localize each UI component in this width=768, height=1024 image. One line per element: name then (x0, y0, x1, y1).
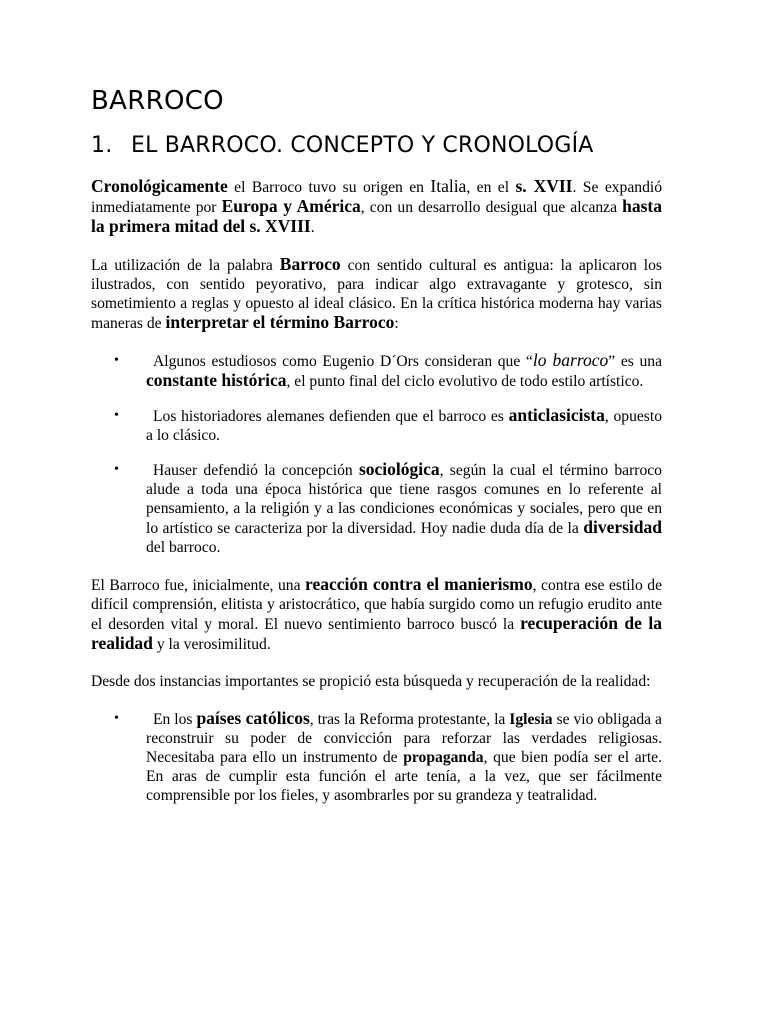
emphasis-text: diversidad (583, 517, 662, 537)
emphasis-text: hasta la primera mitad del s. XVIII (91, 196, 662, 236)
body-text: , en el (466, 179, 516, 196)
section-heading (91, 130, 662, 162)
body-text: y la verosimilitud. (152, 636, 271, 653)
list-item (114, 405, 662, 445)
instances-list (91, 709, 662, 805)
body-text: , el punto final del ciclo evolutivo de todo estilo artístico. (286, 373, 644, 390)
body-text: , contra ese estilo de difícil comprensión, elitista y aristocrático, que había surgido como un refugio erudito ante el desorden vital y moral. El nuevo sentimiento barroco buscó la (91, 577, 662, 633)
section-title: EL BARROCO. CONCEPTO Y CRONOLOGÍA (131, 133, 594, 158)
italic-text: lo barroco (532, 350, 609, 370)
emphasis-text: Europa y América (221, 196, 361, 216)
emphasis-text: países católicos (196, 708, 310, 728)
emphasis-text: anticlasicista (508, 405, 605, 425)
emphasis-text: Italia (430, 176, 467, 196)
emphasis-text: propaganda (403, 749, 484, 766)
body-text: con sentido cultural es antigua: la aplicaron los ilustrados, con sentido peyorativo, para indicar algo extravagante y grotesco, sin sometimiento a reglas y opuesto al ideal clásico. En la crítica histórica moderna hay varias maneras de (91, 257, 662, 332)
bullet-icon: • (114, 353, 119, 368)
emphasis-text: Iglesia (509, 711, 553, 728)
body-text: el Barroco tuvo su origen en (227, 179, 431, 196)
body-text: se vio obligada a reconstruir su poder de convicción para reforzar las verdades religiosas. Necesitaba para ello un instrumento de (146, 711, 662, 766)
interpretations-list (91, 351, 662, 557)
body-text: Los historiadores alemanes defienden que el barroco es (153, 408, 509, 425)
body-text: Algunos estudiosos como Eugenio D´Ors consideran que “ (153, 353, 533, 370)
emphasis-text: s. XVII (515, 176, 573, 196)
emphasis-text: Barroco (279, 254, 341, 274)
list-item (114, 708, 663, 805)
body-text: , según la cual el término barroco alude a toda una época histórica que tiene rasgos comunes en lo referente al pensamiento, a la religión y a las condiciones económicas y sociales, pero que en lo artístico se caracteriza por la diversidad. Hoy nadie duda día de la (146, 462, 662, 537)
body-text: Hauser defendió la concepción (153, 462, 359, 479)
body-text: Desde dos instancias importantes se propició esta búsqueda y recuperación de la realidad: (91, 673, 651, 690)
body-text: En los (153, 711, 197, 728)
document-page (91, 82, 662, 805)
body-text: . Se expandió inmediatamente por (91, 179, 662, 216)
emphasis-text: reacción contra el manierismo (305, 574, 533, 594)
emphasis-text: constante histórica (146, 370, 287, 390)
bullet-icon: • (114, 711, 119, 726)
body-text: ” es una (608, 353, 662, 370)
emphasis-text: recuperación de la realidad (91, 613, 662, 653)
body-text: La utilización de la palabra (91, 257, 280, 274)
emphasis-text: sociológica (358, 459, 440, 479)
bullet-icon: • (114, 462, 119, 477)
body-text: , que bien podía ser el arte. En aras de cumplir esta función el arte tenía, a la vez, que ser fácilmente comprensible por los fieles, y asombrarles por su grandeza y teatralidad. (146, 749, 663, 804)
emphasis-text: interpretar el término Barroco (165, 312, 395, 332)
emphasis-text: Cronológicamente (91, 176, 228, 196)
paragraph-reaction (91, 575, 662, 654)
body-text: , con un desarrollo desigual que alcanza (360, 199, 623, 216)
body-text: , opuesto a lo clásico. (146, 408, 662, 444)
paragraph-chronology (91, 177, 662, 237)
document-title: BARROCO (91, 86, 224, 116)
body-text: del barroco. (146, 539, 221, 556)
paragraph-term-usage (91, 255, 662, 333)
bullet-icon: • (114, 408, 119, 423)
body-text: : (394, 315, 399, 332)
body-text: . (310, 219, 315, 236)
list-item (114, 350, 662, 391)
section-number: 1. (91, 133, 113, 158)
body-text: , tras la Reforma protestante, la (309, 711, 510, 728)
body-text: El Barroco fue, inicialmente, una (91, 577, 306, 594)
list-item (114, 459, 662, 557)
paragraph-instances (91, 672, 662, 691)
